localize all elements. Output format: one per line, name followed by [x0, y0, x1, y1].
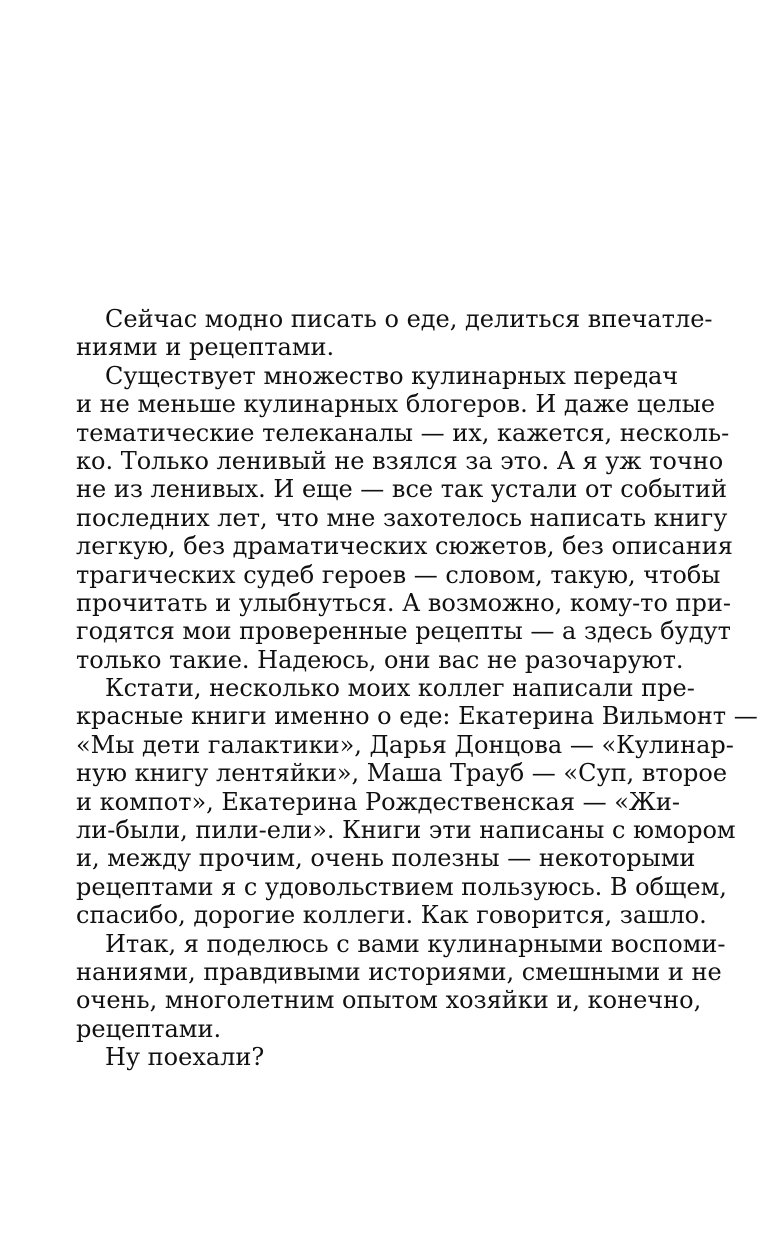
text-line: тематические телеканалы — их, кажется, несколь- — [76, 418, 730, 447]
paragraph-2 — [76, 361, 733, 674]
text-line: очень, многолетним опытом хозяйки и, конечно, — [76, 986, 702, 1015]
paragraph-5 — [76, 1043, 656, 1071]
text-line: ниями и рецептами. — [76, 333, 335, 362]
text-line: прочитать и улыбнуться. А возможно, кому-то при- — [76, 588, 731, 617]
text-line: ную книгу лентяйки», Маша Трауб — «Суп, второе — [76, 759, 728, 788]
text-line: красные книги именно о еде: Екатерина Вильмонт — — [76, 702, 758, 731]
text-line: наниями, правдивыми историями, смешными и не — [76, 957, 722, 986]
text-line: спасибо, дорогие коллеги. Как говорится, зашло. — [76, 901, 707, 930]
body-text — [76, 305, 758, 1072]
text-line: Сейчас модно писать о еде, делиться впечатле- — [105, 305, 713, 333]
paragraph-3 — [76, 674, 758, 930]
text-line: Кстати, несколько моих коллег написали пре- — [105, 674, 695, 703]
text-line: годятся мои проверенные рецепты — а здесь будут — [76, 617, 731, 646]
text-line: рецептами. — [76, 1014, 222, 1043]
text-line: Итак, я поделюсь с вами кулинарными воспоми- — [105, 929, 726, 958]
text-line: рецептами я с удовольствием пользуюсь. В общем, — [76, 872, 727, 901]
text-line: ли-были, пили-ели». Книги эти написаны с юмором — [76, 816, 736, 845]
text-line: и, между прочим, очень полезны — некоторыми — [76, 844, 696, 873]
text-line: Существует множество кулинарных передач — [105, 361, 679, 390]
text-line: не из ленивых. И еще — все так устали от событий — [76, 475, 728, 504]
paragraph-1 — [76, 305, 713, 362]
paragraph-4 — [76, 929, 726, 1044]
text-line: легкую, без драматических сюжетов, без описания — [76, 532, 733, 561]
text-line: только такие. Надеюсь, они вас не разочаруют. — [76, 645, 684, 674]
text-line: «Мы дети галактики», Дарья Донцова — «Кулинар- — [76, 730, 734, 759]
text-line: и компот», Екатерина Рождественская — «Жи- — [76, 787, 680, 816]
text-line: трагических судеб героев — словом, такую, чтобы — [76, 560, 721, 589]
text-line: Ну поехали? — [105, 1043, 265, 1072]
text-line: ко. Только ленивый не взялся за это. А я уж точно — [76, 446, 724, 475]
text-line: последних лет, что мне захотелось написать книгу — [76, 503, 728, 532]
text-line: и не меньше кулинарных блогеров. И даже целые — [76, 390, 716, 419]
